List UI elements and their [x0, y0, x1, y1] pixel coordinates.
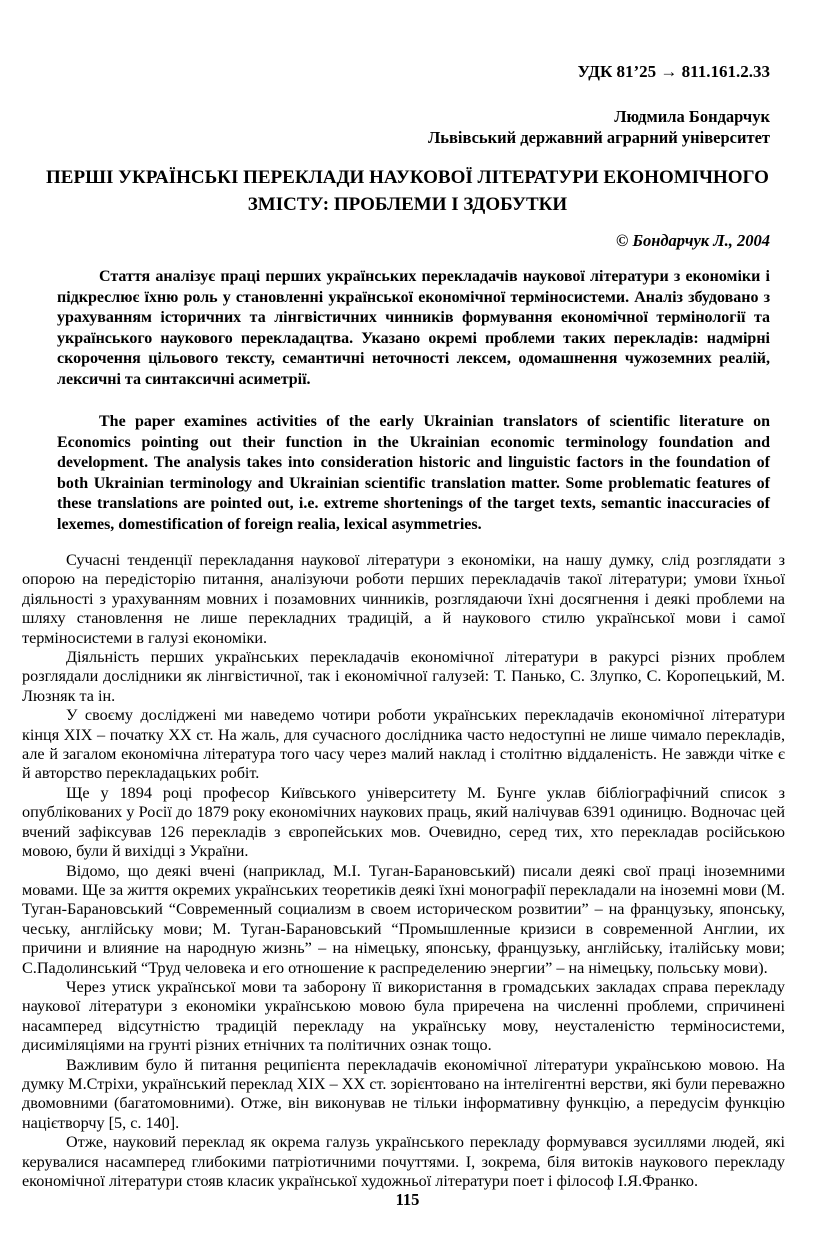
paragraph-researchers: Діяльність перших українських перекладачів економічної літератури в ракурсі різних проблем розглядали дослідники як лінгвістичної, так і економічної галузей: Т. Панько, С. Злупко, С. Коропецький, М. Люзняк та ін.: [22, 648, 785, 705]
paper-title: ПЕРШІ УКРАЇНСЬКІ ПЕРЕКЛАДИ НАУКОВОЇ ЛІТЕРАТУРИ ЕКОНОМІЧНОГО ЗМІСТУ: ПРОБЛЕМИ І ЗДОБУТКИ: [46, 167, 769, 215]
article-body: [22, 551, 785, 1191]
author-affiliation: Львівський державний аграрний університет: [427, 128, 770, 147]
author-name: Людмила Бондарчук: [614, 107, 770, 126]
udk-classification: УДК 81’25 → 811.161.2.33: [577, 62, 770, 81]
paragraph-recipient-question: Важливим було й питання реципієнта перекладачів економічної літератури українською мовою. На думку М.Стріхи, український переклад XIX – XX ст. зорієнтовано на інтелігентні верстви, які були переважно двомовними (багатомовними). Отже, він виконував не тільки інформативну функцію, а передусім функцію націєтворчу [5, с. 140].: [22, 1055, 785, 1132]
paragraph-bunge-bibliography: Ще у 1894 році професор Київського університету М. Бунге уклав бібліографічний список з опублікованих у Росії до 1879 року економічних наукових праць, який налічував 6391 одиницю. Водночас цей вчений зафіксував 126 перекладів з європейських мов. Очевидно, серед тих, хто перекладав російською мовою, були й вихідці з України.: [22, 783, 785, 861]
page-number: 115: [395, 1190, 420, 1209]
paragraph-foreign-translations: Відомо, що деякі вчені (наприклад, М.І. Туган-Барановський) писали деякі свої праці іноземними мовами. Ще за життя окремих українських теоретиків деякі їхні монографії перекладали на іноземні мови (М. Туган-Барановський “Современный социализм в своем историческом розвитии” – на французьку, японську, чеську, англійську мови; М. Туган-Барановський “Промышленные кризиси в современной Англии, их причини и влияние на народную жизнь” – на німецьку, японську, французьку, англійську, італійську мови; С.Падолинський “Труд человека и его отношение к распределению энергии” – на німецьку, польську мови).: [22, 861, 785, 977]
paragraph-language-suppression: Через утиск української мови та заборону її використання в громадських закладах справа перекладу наукової літератури з економіки українською мовою була приречена на численні проблеми, спричинені насамперед відсутністю традицій перекладу на українську мову, неусталеністю терміносистеми, дисиміляціями на грунті різних етнічних та політичних ознак тощо.: [22, 977, 785, 1055]
paragraph-intro: Сучасні тенденції перекладання наукової літератури з економіки, на нашу думку, слід розглядати з опорою на передісторію питання, аналізуючи роботи перших перекладачів такої літератури; умови їхньої діяльності з урахуванням мовних і позамовних чинників, розглядаючи їхні досягнення і деякі проблеми на шляху становлення не лише перекладних традицій, а й наукового стилю української мови і самої терміносистеми в галузі економіки.: [22, 551, 785, 647]
byline: [0, 106, 815, 148]
paragraph-study-scope: У своєму досліджені ми наведемо чотири роботи українських перекладачів економічної літератури кінця XIX – початку XX ст. На жаль, для сучасного дослідника часто недоступні не лише чимало перекладів, але й загалом економічна література того часу через малий наклад і столітню віддаленість. Не завжди чітке є й авторство перекладацьких робіт.: [22, 706, 785, 783]
abstract-ukrainian: Стаття аналізує праці перших українських перекладачів наукової літератури з економіки і підкреслює їхню роль у становленні української економічної терміносистеми. Аналіз збудовано з урахуванням історичних та лінгвістичних чинників формування економічної термінології та українського наукового перекладацтва. Указано окремі проблеми таких перекладів: надмірні скорочення цільового тексту, семантичні неточності лексем, одомашнення чужоземних реалій, лексичні та синтаксичні асиметрії.: [57, 268, 770, 388]
paragraph-conclusion-franko: Отже, науковий переклад як окрема галузь українського перекладу формувався зусиллями людей, які керувалися насамперед глибокими патріотичними почуттями. І, зокрема, біля витоків наукового перекладу економічної літератури стояв класик української художньої літератури поет і філософ І.Я.Франко.: [22, 1133, 785, 1190]
abstract-english: The paper examines activities of the early Ukrainian translators of scientific literature on Economics pointing out their function in the Ukrainian economic terminology foundation and development. The analysis takes into consideration historic and linguistic factors in the foundation of both Ukrainian terminology and Ukrainian scientific translation matter. Some problematic features of these translations are pointed out, i.e. extreme shortenings of the target texts, semantic inaccuracies of lexemes, domestification of foreign realia, lexical asymmetries.: [57, 413, 770, 533]
copyright-notice: © Бондарчук Л., 2004: [616, 231, 770, 250]
